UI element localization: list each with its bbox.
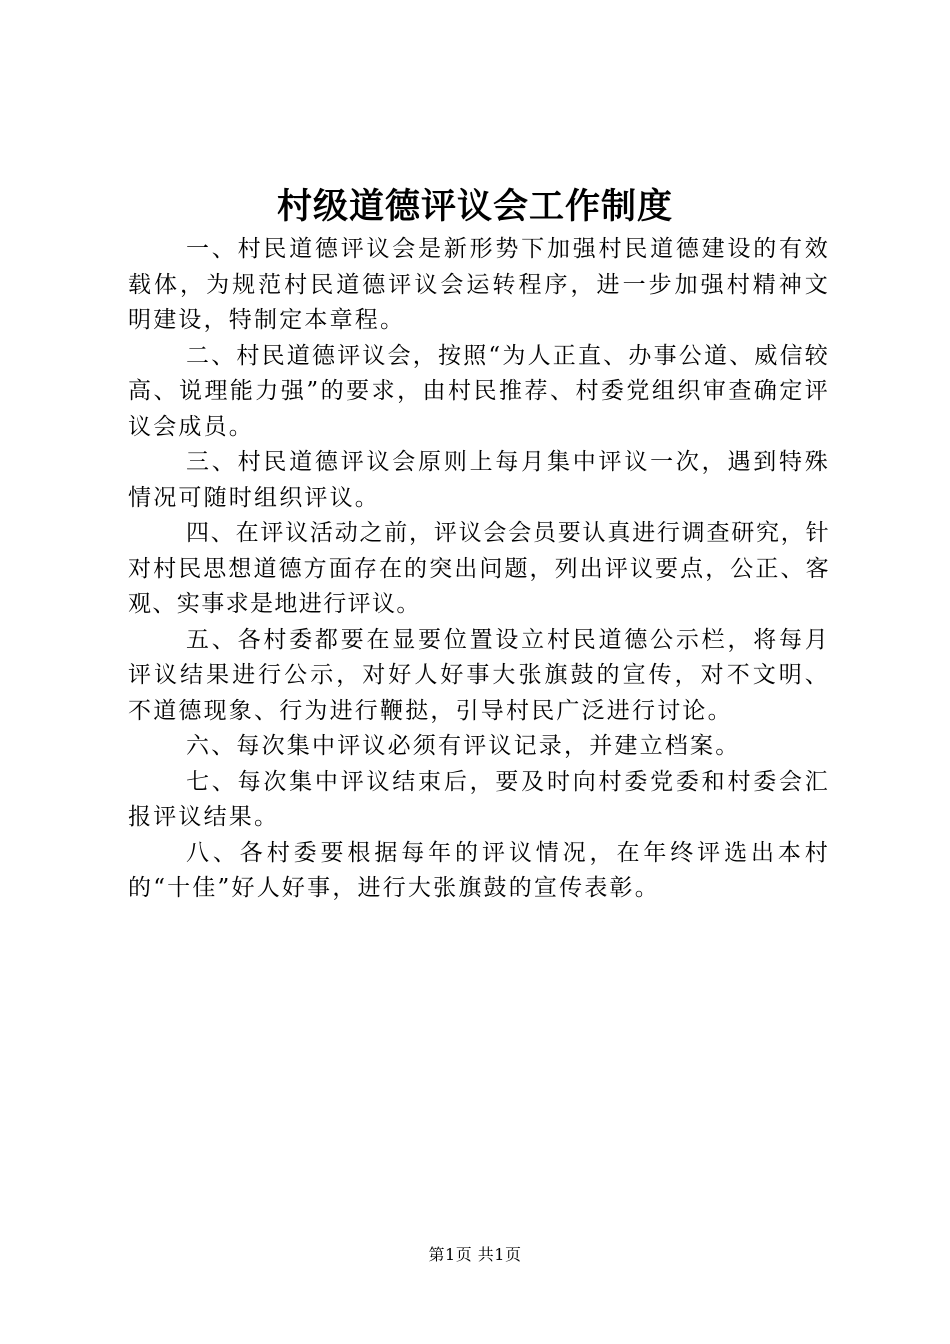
paragraph-8: 八、各村委要根据每年的评议情况，在年终评选出本村的“十佳”好人好事，进行大张旗鼓的宣传表彰。 — [128, 839, 830, 901]
paragraph-7: 七、每次集中评议结束后，要及时向村委党委和村委会汇报评议结果。 — [128, 768, 830, 830]
paragraph-6: 六、每次集中评议必须有评议记录，并建立档案。 — [186, 733, 741, 759]
paragraph-3: 三、村民道德评议会原则上每月集中评议一次，遇到特殊情况可随时组织评议。 — [128, 449, 830, 511]
paragraph-5: 五、各村委都要在显要位置设立村民道德公示栏，将每月评议结果进行公示，对好人好事大张旗鼓的宣传，对不文明、不道德现象、行为进行鞭挞，引导村民广泛进行讨论。 — [128, 626, 830, 724]
paragraph-4: 四、在评议活动之前，评议会会员要认真进行调查研究，针对村民思想道德方面存在的突出问题，列出评议要点，公正、客观、实事求是地进行评议。 — [128, 520, 830, 617]
page-number-footer: 第1页 共1页 — [428, 1245, 522, 1264]
document-title: 村级道德评议会工作制度 — [276, 186, 673, 227]
paragraph-1: 一、村民道德评议会是新形势下加强村民道德建设的有效载体，为规范村民道德评议会运转程序，进一步加强村精神文明建设，特制定本章程。 — [128, 236, 830, 333]
paragraph-2: 二、村民道德评议会，按照“为人正直、办事公道、威信较高、说理能力强”的要求，由村民推荐、村委党组织审查确定评议会成员。 — [128, 342, 830, 440]
document-body — [128, 232, 830, 907]
